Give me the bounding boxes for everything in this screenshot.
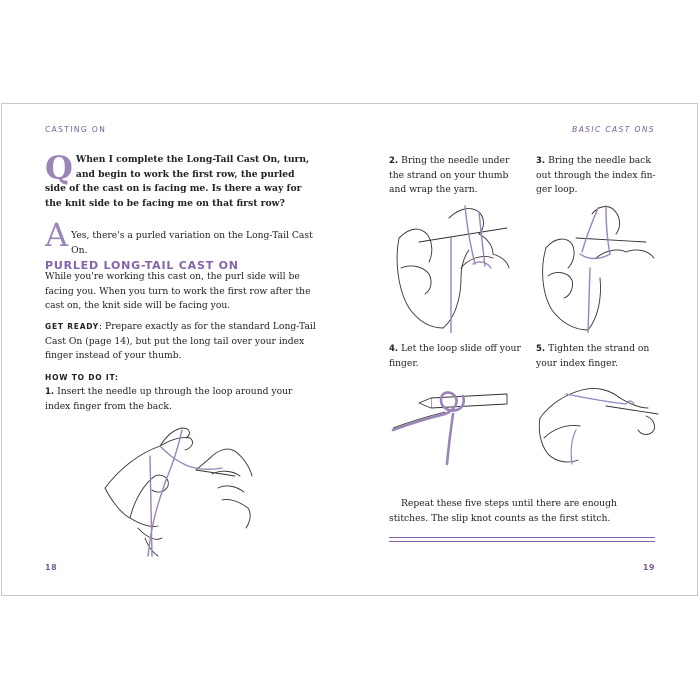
hand-illustration-step-2	[389, 198, 527, 333]
page-number-left: 18	[45, 563, 58, 572]
step-text: Let the loop slide off your finger.	[389, 343, 521, 369]
repeat-paragraph: Repeat these five steps until there are enough stitches. The slip knot counts as the first stitch.	[389, 498, 617, 524]
hand-illustration-step-3	[536, 198, 661, 333]
question-block	[45, 149, 315, 211]
answer-text: Yes, there's a purled variation on the Long-Tail Cast On.	[71, 230, 313, 256]
running-head-right: BASIC CAST ONS	[572, 125, 655, 134]
get-ready-text: : Prepare exactly as for the standard Long-Tail Cast On (page 14), but put the long tail over your index finger instead of your thumb.	[45, 321, 316, 361]
step-number: 5.	[536, 344, 546, 354]
hand-illustration-step-5	[536, 378, 661, 468]
question-drop-cap: Q	[45, 149, 73, 187]
step-text: Insert the needle up through the loop around your index finger from the back.	[45, 386, 293, 412]
step-2	[389, 154, 527, 198]
step-text: Bring the needle back out through the index fin-ger loop.	[536, 155, 656, 195]
hand-illustration-step-1	[100, 418, 260, 558]
question-text: When I complete the Long-Tail Cast On, turn, and begin to work the first row, the purled side of the cast on is facing me. Is there a way for the knit side to be facing me on that first row?	[45, 154, 310, 209]
step-number: 3.	[536, 156, 546, 166]
section-title: PURLED LONG-TAIL CAST ON	[45, 259, 239, 272]
step-text: Tighten the strand on your index finger.	[536, 343, 650, 369]
how-to-heading: HOW TO DO IT:	[45, 373, 119, 382]
step-1	[45, 385, 317, 414]
answer-block	[45, 216, 315, 256]
step-number: 4.	[389, 344, 399, 354]
answer-drop-cap: A	[45, 216, 69, 254]
step-text: Bring the needle under the strand on your thumb and wrap the yarn.	[389, 155, 510, 195]
get-ready-paragraph	[45, 320, 317, 364]
needle-illustration-step-4	[389, 378, 514, 468]
page-number-right: 19	[642, 563, 655, 572]
step-number: 1.	[45, 387, 55, 397]
section-rule-bottom	[389, 541, 655, 542]
intro-paragraph: While you're working this cast on, the purl side will be facing you. When you turn to work the first row after the cast on, the knit side will be facing you.	[45, 271, 311, 311]
step-4	[389, 342, 527, 371]
step-5	[536, 342, 661, 371]
section-rule-top	[389, 537, 655, 538]
step-number: 2.	[389, 156, 399, 166]
get-ready-label: GET READY	[45, 322, 100, 331]
running-head-left: CASTING ON	[45, 125, 107, 134]
step-3	[536, 154, 661, 198]
